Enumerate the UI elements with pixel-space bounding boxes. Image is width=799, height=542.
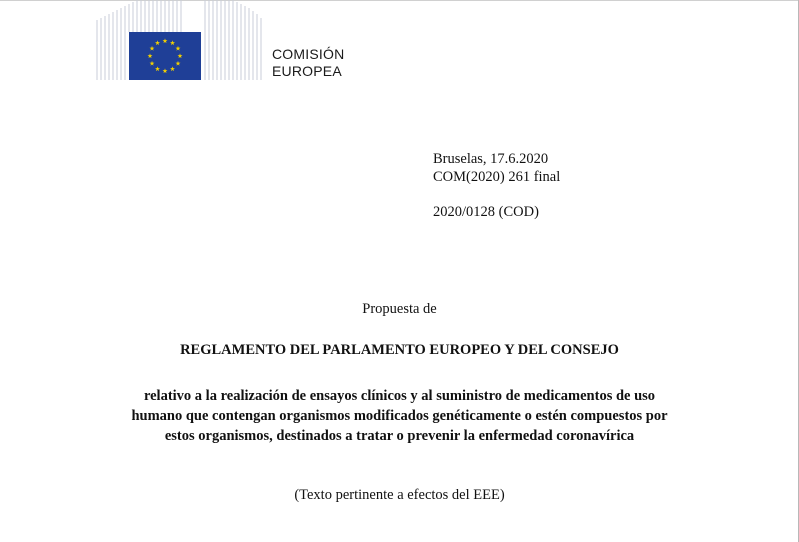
org-name-line-1: COMISIÓN — [272, 46, 345, 62]
european-commission-logo — [95, 0, 265, 82]
place-date: Bruselas, 17.6.2020 — [433, 151, 549, 167]
organization-name — [272, 46, 344, 80]
subtitle-line: relativo a la realización de ensayos clínicos y al suministro de medicamentos de uso — [143, 388, 656, 404]
document-reference: COM(2020) 261 final — [433, 169, 561, 185]
procedure-number: 2020/0128 (COD) — [433, 204, 539, 220]
eee-relevance-note: (Texto pertinente a efectos del EEE) — [294, 487, 505, 503]
proposal-label: Propuesta de — [362, 301, 437, 317]
subtitle-line: estos organismos, destinados a tratar o prevenir la enfermedad coronavírica — [164, 428, 635, 444]
regulation-subtitle — [60, 386, 739, 446]
regulation-title: REGLAMENTO DEL PARLAMENTO EUROPEO Y DEL CONSEJO — [180, 342, 619, 358]
subtitle-line: humano que contengan organismos modificados genéticamente o estén compuestos por — [131, 408, 668, 424]
org-name-line-2: EUROPEA — [272, 63, 342, 79]
